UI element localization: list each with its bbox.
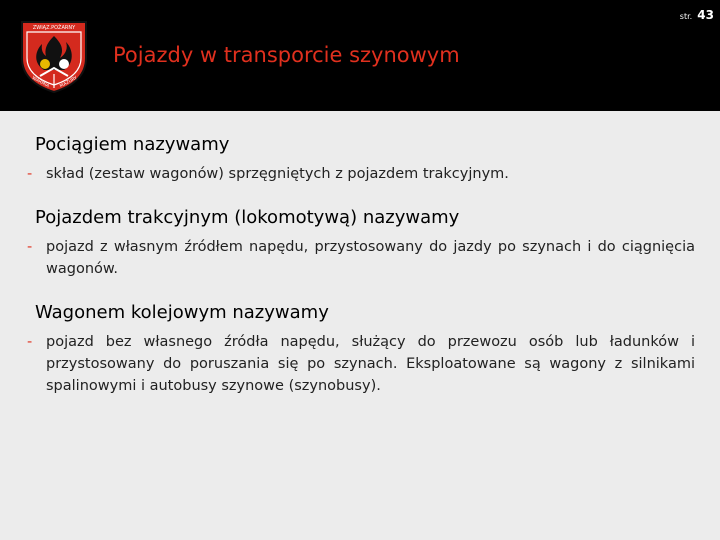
section-heading: Wagonem kolejowym nazywamy [35,302,329,323]
page-number-prefix: str. [679,12,693,21]
definition-text: pojazd bez własnego źródła napędu, służący do przewozu osób lub ładunków i przystosowany do poruszania się po szynach. Eksploatowane są wagony z silnikami spalinowymi i autobusy szynowe (szynobusy). [46,334,695,394]
definition-item [27,331,695,397]
definition-item [27,163,695,185]
svg-text:ZWIĄZ.POŻARNY: ZWIĄZ.POŻARNY [32,25,76,31]
page-number-value: 43 [697,8,714,22]
bullet-dash: - [27,239,33,255]
definition-section [27,302,695,397]
bullet-dash: - [27,166,33,182]
section-heading: Pojazdem trakcyjnym (lokomotywą) nazywamy [35,207,460,228]
bullet-dash: - [27,334,33,350]
definition-item [27,236,695,280]
slide-title: Pojazdy w transporcie szynowym [113,43,460,67]
svg-text:MAZURY: MAZURY [59,75,79,90]
header-bar [0,0,720,111]
page-number [680,4,714,23]
definition-text: skład (zestaw wagonów) sprzęgniętych z pojazdem trakcyjnym. [46,166,509,182]
svg-text:WARMIA: WARMIA [30,75,50,90]
slide-content [27,134,695,419]
section-heading: Pociągiem nazywamy [35,134,230,155]
definition-section [27,207,695,280]
definition-section [27,134,695,185]
fire-brigade-emblem-icon [18,18,90,94]
definition-text: pojazd z własnym źródłem napędu, przystosowany do jazdy po szynach i do ciągnięcia wagonów. [46,239,695,277]
